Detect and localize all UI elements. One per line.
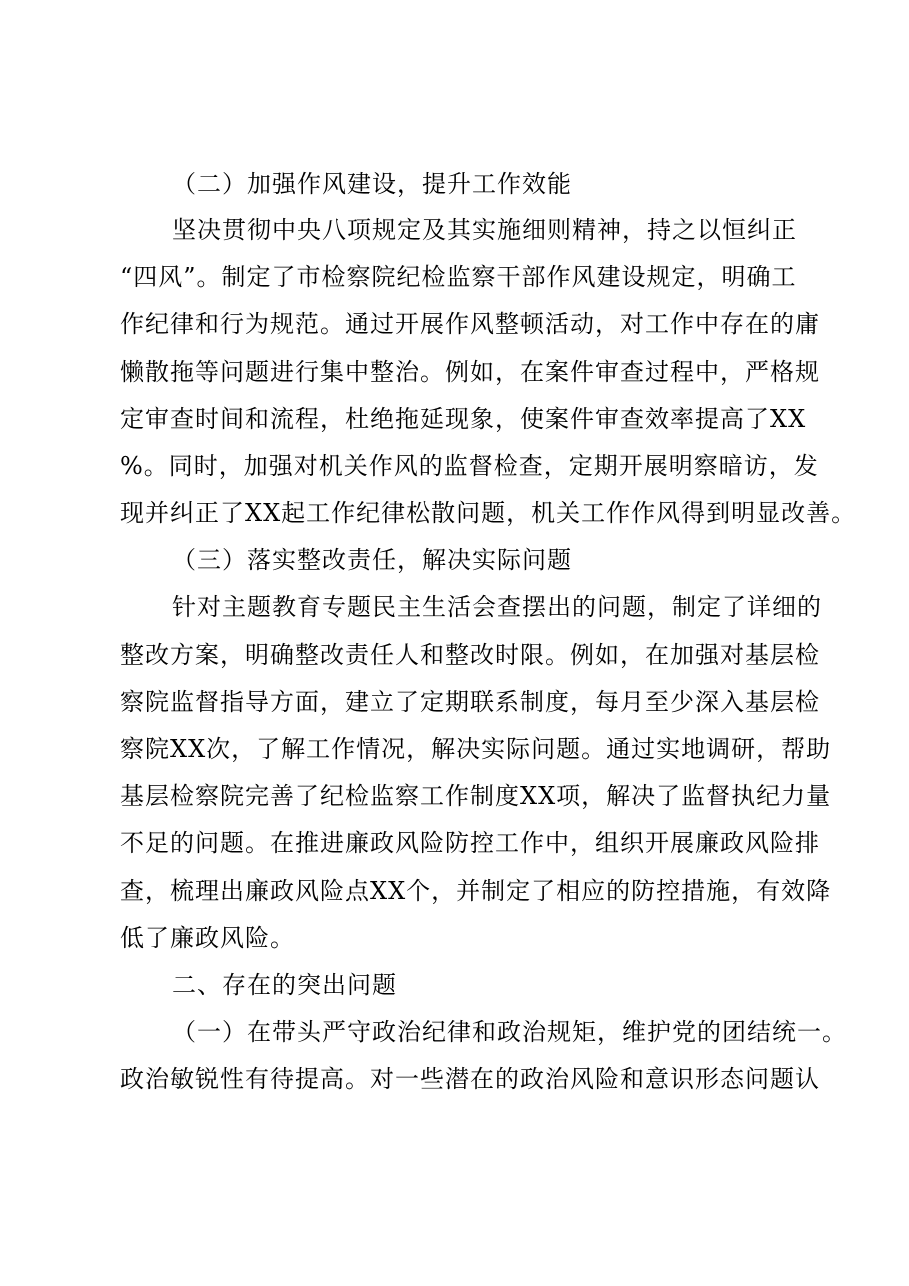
chapter-heading	[0, 963, 909, 1007]
paragraph-text: %。同时，加强对机关作风的监督检查，定期开展明察暗访，发	[120, 452, 819, 480]
paragraph-text: 整改方案，明确整改责任人和整改时限。例如，在加强对基层检	[120, 641, 820, 669]
paragraph-line	[0, 208, 909, 252]
paragraph-text: 现并纠正了XX起工作纪律松散问题，机关工作作风得到明显改善。	[120, 499, 857, 527]
heading-text: （一）在带头严守政治纪律和政治规矩，维护党的团结统一。	[172, 1018, 847, 1046]
paragraph-text: 政治敏锐性有待提高。对一些潜在的政治风险和意识形态问题认	[120, 1065, 820, 1093]
heading-text: （三）落实整改责任，解决实际问题	[172, 546, 572, 574]
paragraph-line	[0, 255, 909, 299]
paragraph-text: 察院XX次，了解工作情况，解决实际问题。通过实地调研，帮助	[120, 735, 832, 763]
section-heading-1	[0, 1010, 909, 1054]
paragraph-text: 懒散拖等问题进行集中整治。例如，在案件审查过程中，严格规	[120, 358, 820, 386]
paragraph-line	[0, 350, 909, 394]
paragraph-text: 定审查时间和流程，杜绝拖延现象，使案件审查效率提高了XX	[120, 405, 807, 433]
heading-text: （二）加强作风建设，提升工作效能	[172, 170, 572, 198]
paragraph-line	[0, 585, 909, 629]
paragraph-line	[0, 821, 909, 865]
paragraph-line	[0, 680, 909, 724]
paragraph-text: 基层检察院完善了纪检监察工作制度XX项，解决了监督执纪力量	[120, 782, 832, 810]
paragraph-line	[0, 444, 909, 488]
paragraph-text: 察院监督指导方面，建立了定期联系制度，每月至少深入基层检	[120, 688, 820, 716]
section-heading-3	[0, 538, 909, 582]
paragraph-line	[0, 1057, 909, 1101]
paragraph-line	[0, 869, 909, 913]
paragraph-line	[0, 916, 909, 960]
heading-text: 二、存在的突出问题	[172, 971, 397, 999]
paragraph-text: 针对主题教育专题民主生活会查摆出的问题，制定了详细的	[172, 593, 822, 621]
section-heading-2	[0, 162, 909, 206]
paragraph-line	[0, 633, 909, 677]
paragraph-line	[0, 727, 909, 771]
paragraph-text: 不足的问题。在推进廉政风险防控工作中，组织开展廉政风险排	[120, 829, 820, 857]
paragraph-text: “四风”。制定了市检察院纪检监察干部作风建设规定，明确工	[120, 263, 797, 291]
paragraph-line	[0, 491, 909, 535]
paragraph-line	[0, 397, 909, 441]
paragraph-text: 查，梳理出廉政风险点XX个，并制定了相应的防控措施，有效降	[120, 877, 832, 905]
paragraph-line	[0, 774, 909, 818]
paragraph-line	[0, 302, 909, 346]
paragraph-text: 坚决贯彻中央八项规定及其实施细则精神，持之以恒纠正	[172, 216, 797, 244]
paragraph-text: 作纪律和行为规范。通过开展作风整顿活动，对工作中存在的庸	[120, 310, 820, 338]
paragraph-text: 低了廉政风险。	[120, 924, 295, 952]
